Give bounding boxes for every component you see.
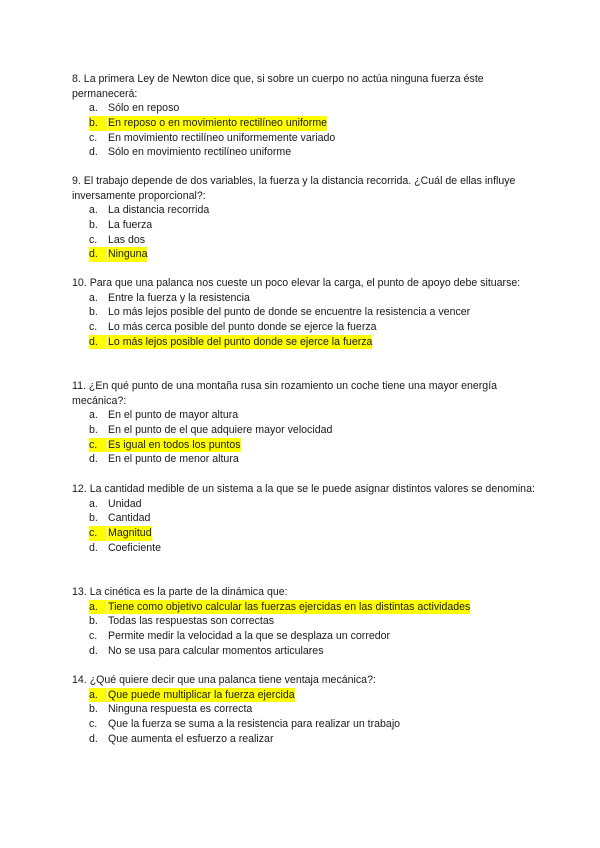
option-b	[72, 218, 542, 233]
option-text-highlighted: Tiene como objetivo calcular las fuerzas ejercidas en las distintas actividades	[108, 600, 471, 613]
option-letter: d.	[89, 732, 98, 745]
option-text: Entre la fuerza y la resistencia	[108, 291, 250, 304]
option-c	[72, 320, 542, 335]
option-d	[72, 247, 542, 262]
question-number: 10.	[72, 277, 87, 289]
option-a	[72, 497, 542, 512]
option-text: Que la fuerza se suma a la resistencia para realizar un trabajo	[108, 718, 401, 731]
option-text-highlighted: Magnitud	[108, 527, 152, 540]
question-text	[72, 276, 542, 291]
option-text: En movimiento rectilíneo uniformemente variado	[108, 131, 336, 144]
option-letter: a.	[89, 600, 107, 615]
option-letter: b.	[89, 703, 98, 716]
question-prompt: La primera Ley de Newton dice que, si sobre un cuerpo no actúa ninguna fuerza éste permanecerá:	[72, 73, 484, 100]
option-list	[72, 203, 542, 262]
option-a	[72, 203, 542, 218]
option-letter: a.	[89, 409, 98, 422]
option-text: Coeficiente	[108, 541, 161, 554]
option-letter: b.	[89, 424, 98, 437]
option-c	[72, 233, 542, 248]
option-text-highlighted: En reposo o en movimiento rectilíneo uniforme	[108, 117, 328, 130]
option-letter: a.	[89, 291, 98, 304]
option-letter: d.	[89, 146, 98, 159]
option-d	[72, 732, 542, 747]
question-10	[72, 276, 542, 349]
option-letter: c.	[89, 630, 98, 643]
option-text: Que aumenta el esfuerzo a realizar	[108, 732, 274, 745]
option-letter: a.	[89, 497, 98, 510]
question-8	[72, 72, 542, 160]
option-letter: d.	[89, 453, 98, 466]
option-letter: a.	[89, 688, 107, 703]
question-number: 11.	[72, 380, 86, 392]
question-prompt: La cantidad medible de un sistema a la que se le puede asignar distintos valores se denomina:	[89, 483, 535, 495]
option-text: Ninguna respuesta es correcta	[108, 703, 253, 716]
option-letter: b.	[89, 219, 98, 232]
option-text-highlighted: Es igual en todos los puntos	[108, 438, 241, 451]
option-letter: a.	[89, 204, 98, 217]
option-d	[72, 145, 542, 160]
option-c	[72, 717, 542, 732]
option-text: La fuerza	[108, 219, 153, 232]
option-text-highlighted: Ninguna	[108, 248, 148, 261]
question-14	[72, 673, 542, 746]
option-text: Todas las respuestas son correctas	[108, 615, 275, 628]
option-letter: c.	[89, 438, 107, 453]
option-a	[72, 291, 542, 306]
question-text	[72, 482, 542, 497]
option-letter: c.	[89, 718, 98, 731]
option-letter: b.	[89, 306, 98, 319]
option-c	[72, 438, 542, 453]
option-list	[72, 600, 542, 659]
option-text: Sólo en movimiento rectilíneo uniforme	[108, 146, 292, 159]
option-b	[72, 614, 542, 629]
option-b	[72, 702, 542, 717]
option-text: Lo más cerca posible del punto donde se ejerce la fuerza	[108, 321, 377, 334]
option-text-highlighted: Que puede multiplicar la fuerza ejercida	[108, 688, 295, 701]
option-a	[72, 600, 542, 615]
question-number: 9.	[72, 175, 81, 187]
question-text	[72, 673, 542, 688]
option-list	[72, 497, 542, 556]
option-list	[72, 291, 542, 350]
option-c	[72, 131, 542, 146]
question-text	[72, 379, 542, 408]
option-letter: c.	[89, 321, 98, 334]
option-letter: b.	[89, 116, 107, 131]
option-text: En el punto de menor altura	[108, 453, 239, 466]
question-text	[72, 585, 542, 600]
option-b	[72, 423, 542, 438]
question-11	[72, 379, 542, 467]
option-list	[72, 101, 542, 160]
option-d	[72, 644, 542, 659]
question-text	[72, 174, 542, 203]
question-12	[72, 482, 542, 555]
option-a	[72, 688, 542, 703]
question-9	[72, 174, 542, 262]
question-13	[72, 585, 542, 658]
option-d	[72, 335, 542, 350]
option-letter: d.	[89, 541, 98, 554]
option-d	[72, 452, 542, 467]
option-list	[72, 688, 542, 747]
option-c	[72, 629, 542, 644]
option-text: No se usa para calcular momentos articulares	[108, 644, 324, 657]
question-number: 13.	[72, 586, 87, 598]
option-c	[72, 526, 542, 541]
option-a	[72, 408, 542, 423]
option-b	[72, 305, 542, 320]
question-number: 14.	[72, 674, 87, 686]
question-number: 8.	[72, 73, 81, 85]
question-prompt: La cinética es la parte de la dinámica que:	[89, 586, 288, 598]
option-letter: b.	[89, 615, 98, 628]
option-letter: c.	[89, 131, 98, 144]
option-b	[72, 116, 542, 131]
option-a	[72, 101, 542, 116]
option-text: En el punto de el que adquiere mayor velocidad	[108, 424, 333, 437]
option-text: Lo más lejos posible del punto de donde se encuentre la resistencia a vencer	[108, 306, 471, 319]
question-number: 12.	[72, 483, 87, 495]
question-text	[72, 72, 542, 101]
option-letter: d.	[89, 644, 98, 657]
option-d	[72, 541, 542, 556]
option-letter: b.	[89, 512, 98, 525]
question-prompt: El trabajo depende de dos variables, la fuerza y la distancia recorrida. ¿Cuál de ellas influye inversamente proporcional?:	[72, 175, 516, 202]
question-prompt: Para que una palanca nos cueste un poco elevar la carga, el punto de apoyo debe situarse:	[89, 277, 521, 289]
option-text: Permite medir la velocidad a la que se desplaza un corredor	[108, 630, 391, 643]
option-b	[72, 511, 542, 526]
option-text: En el punto de mayor altura	[108, 409, 239, 422]
option-text: Unidad	[108, 497, 142, 510]
option-text: Cantidad	[108, 512, 151, 525]
option-text: Las dos	[108, 233, 146, 246]
question-prompt: ¿En qué punto de una montaña rusa sin rozamiento un coche tiene una mayor energía mecánica?:	[72, 380, 498, 407]
option-letter: d.	[89, 335, 107, 350]
option-letter: a.	[89, 102, 98, 115]
option-letter: c.	[89, 233, 98, 246]
option-list	[72, 408, 542, 467]
option-text: Sólo en reposo	[108, 102, 180, 115]
option-letter: c.	[89, 526, 107, 541]
option-text-highlighted: Lo más lejos posible del punto donde se ejerce la fuerza	[108, 335, 373, 348]
option-text: La distancia recorrida	[108, 204, 210, 217]
option-letter: d.	[89, 247, 107, 262]
question-prompt: ¿Qué quiere decir que una palanca tiene ventaja mecánica?:	[89, 674, 376, 686]
